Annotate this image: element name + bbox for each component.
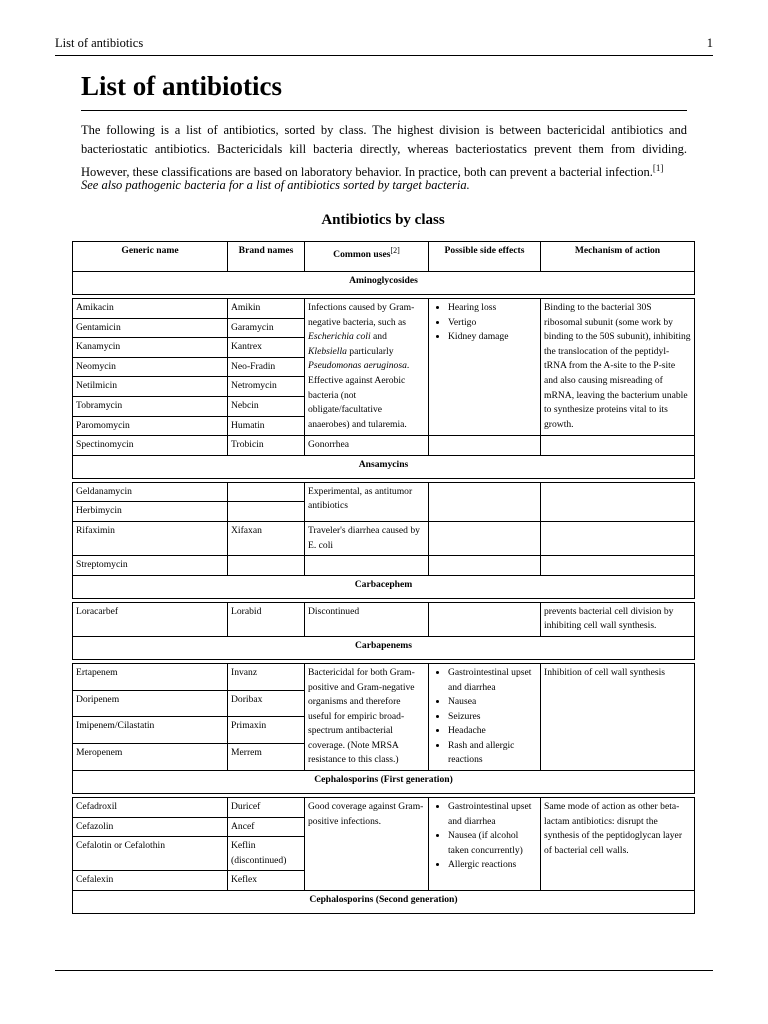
- common-uses-cell: Bactericidal for both Gram-positive and Gram-negative organisms and therefore useful for empiric broad-spectrum antibacterial coverage. (Note MRSA resistance to this class.): [305, 663, 429, 770]
- brand-name-cell: Neo-Fradin: [228, 357, 305, 377]
- group-header-row: [73, 891, 695, 914]
- group-name: Cephalosporins (Second generation): [73, 891, 695, 914]
- uses-text: Infections caused by Gram-negative bacteria, such as: [308, 302, 415, 328]
- brand-name-cell: Netromycin: [228, 377, 305, 397]
- header-common-uses: [305, 242, 429, 272]
- page-title: List of antibiotics: [81, 71, 283, 101]
- brand-name-cell: Merrem: [228, 744, 305, 771]
- intro-text: The following is a list of antibiotics, sorted by class. The highest division is between bactericidal antibiotics and bacteriostatic antibiotics. Bactericidals kill bacteria directly, whereas bacteriostatics prevent them from dividing. However, these classifications are based on laboratory behavior. In practice, both can prevent a bacterial infection.: [81, 123, 687, 180]
- intro-paragraph: [81, 121, 687, 182]
- uses-organism: Klebsiella: [308, 345, 347, 357]
- mechanism-cell: [541, 521, 695, 555]
- side-effect-item: • Headache: [448, 724, 537, 739]
- table-row: [73, 521, 695, 555]
- brand-name-cell: Ancef: [228, 817, 305, 837]
- brand-name-cell: Lorabid: [228, 602, 305, 636]
- side-effects-list: [432, 301, 537, 345]
- side-effect-item: • Seizures: [448, 710, 537, 725]
- brand-name-cell: Kantrex: [228, 338, 305, 358]
- header-brand-names: Brand names: [228, 242, 305, 272]
- brand-name-cell: Garamycin: [228, 318, 305, 338]
- side-effects-cell: [429, 663, 541, 770]
- group-name: Carbapenems: [73, 636, 695, 659]
- brand-name-cell: Keflex: [228, 871, 305, 891]
- side-effect-item: • Nausea (if alcohol taken concurrently): [448, 829, 537, 858]
- brand-name-cell: [228, 482, 305, 502]
- side-effects-cell: [429, 436, 541, 456]
- table-row: [73, 436, 695, 456]
- generic-name-cell: Paromomycin: [73, 416, 228, 436]
- side-effects-list: [432, 666, 537, 768]
- table-row: [73, 602, 695, 636]
- brand-name-cell: Duricef: [228, 798, 305, 818]
- common-uses-cell: [305, 556, 429, 576]
- brand-name-cell: Keflin (discontinued): [228, 837, 305, 871]
- generic-name-cell: Amikacin: [73, 299, 228, 319]
- uses-text: particularly: [346, 345, 394, 357]
- common-uses-cell: Good coverage against Gram-positive infections.: [305, 798, 429, 891]
- group-header-row: [73, 272, 695, 295]
- intro-reference[interactable]: [1]: [652, 163, 664, 173]
- generic-name-cell: Spectinomycin: [73, 436, 228, 456]
- generic-name-cell: Rifaximin: [73, 521, 228, 555]
- side-effect-item: • Rash and allergic reactions: [448, 739, 537, 768]
- running-header-title: List of antibiotics: [55, 36, 144, 50]
- generic-name-cell: Loracarbef: [73, 602, 228, 636]
- generic-name-cell: Imipenem/Cilastatin: [73, 717, 228, 744]
- generic-name-cell: Tobramycin: [73, 396, 228, 416]
- side-effect-item: • Hearing loss: [448, 301, 537, 316]
- group-name: Carbacephem: [73, 575, 695, 598]
- mechanism-cell: [541, 482, 695, 521]
- side-effects-cell: [429, 798, 541, 891]
- brand-name-cell: Primaxin: [228, 717, 305, 744]
- table-row: [73, 482, 695, 502]
- mechanism-cell: Inhibition of cell wall synthesis: [541, 663, 695, 770]
- header-rule: [55, 55, 713, 56]
- group-name: Cephalosporins (First generation): [73, 771, 695, 794]
- brand-name-cell: Amikin: [228, 299, 305, 319]
- generic-name-cell: Netilmicin: [73, 377, 228, 397]
- mechanism-cell: [541, 556, 695, 576]
- header-common-uses-reference[interactable]: [2]: [390, 246, 400, 255]
- side-effects-cell: [429, 482, 541, 521]
- side-effects-list: [432, 800, 537, 873]
- brand-name-cell: Humatin: [228, 416, 305, 436]
- side-effect-item: • Gastrointestinal upset and diarrhea: [448, 666, 537, 695]
- table-row: [73, 663, 695, 690]
- generic-name-cell: Herbimycin: [73, 502, 228, 522]
- table-row: [73, 556, 695, 576]
- table-caption: Antibiotics by class: [321, 212, 445, 228]
- side-effects-cell: [429, 556, 541, 576]
- uses-text: . Effective against Aerobic bacteria (not obligate/facultative anaerobes) and tularemia.: [308, 360, 410, 430]
- side-effect-item: • Gastrointestinal upset and diarrhea: [448, 800, 537, 829]
- brand-name-cell: Trobicin: [228, 436, 305, 456]
- common-uses-cell: Traveler's diarrhea caused by E. coli: [305, 521, 429, 555]
- group-header-row: [73, 455, 695, 478]
- mechanism-cell: prevents bacterial cell division by inhibiting cell wall synthesis.: [541, 602, 695, 636]
- uses-text: and: [370, 331, 387, 343]
- generic-name-cell: Geldanamycin: [73, 482, 228, 502]
- generic-name-cell: Doripenem: [73, 690, 228, 717]
- running-header: [55, 36, 713, 54]
- generic-name-cell: Gentamicin: [73, 318, 228, 338]
- common-uses-cell: [305, 299, 429, 436]
- header-side-effects: Possible side effects: [429, 242, 541, 272]
- side-effects-cell: [429, 521, 541, 555]
- brand-name-cell: [228, 502, 305, 522]
- brand-name-cell: Doribax: [228, 690, 305, 717]
- generic-name-cell: Kanamycin: [73, 338, 228, 358]
- mechanism-cell: Same mode of action as other beta-lactam antibiotics: disrupt the synthesis of the peptidoglycan layer of bacterial cell walls.: [541, 798, 695, 891]
- mechanism-cell: [541, 436, 695, 456]
- common-uses-cell: Discontinued: [305, 602, 429, 636]
- header-common-uses-label: Common uses: [333, 249, 391, 261]
- uses-organism: Escherichia coli: [308, 331, 371, 343]
- mechanism-cell: Binding to the bacterial 30S ribosomal subunit (some work by binding to the 50S subunit), inhibiting the translocation of the peptidyl-tRNA from the A-site to the P-site and also causing misreading of mRNA, leaving the bacterium unable to synthesize proteins vital to its growth.: [541, 299, 695, 436]
- generic-name-cell: Ertapenem: [73, 663, 228, 690]
- brand-name-cell: Nebcin: [228, 396, 305, 416]
- common-uses-cell: Gonorrhea: [305, 436, 429, 456]
- title-rule: [81, 110, 687, 111]
- side-effects-cell: [429, 299, 541, 436]
- side-effect-item: • Allergic reactions: [448, 858, 537, 873]
- group-name: Aminoglycosides: [73, 272, 695, 295]
- page-number: 1: [706, 36, 713, 50]
- table-header-row: [73, 242, 695, 272]
- group-header-row: [73, 636, 695, 659]
- side-effects-cell: [429, 602, 541, 636]
- side-effect-item: • Nausea: [448, 695, 537, 710]
- generic-name-cell: Neomycin: [73, 357, 228, 377]
- generic-name-cell: Streptomycin: [73, 556, 228, 576]
- group-name: Ansamycins: [73, 455, 695, 478]
- side-effect-item: • Vertigo: [448, 316, 537, 331]
- common-uses-cell: Experimental, as antitumor antibiotics: [305, 482, 429, 521]
- header-generic-name: Generic name: [73, 242, 228, 272]
- generic-name-cell: Cefalexin: [73, 871, 228, 891]
- side-effect-item: • Kidney damage: [448, 330, 537, 345]
- uses-organism: Pseudomonas aeruginosa: [308, 360, 407, 372]
- brand-name-cell: [228, 556, 305, 576]
- table-row: [73, 798, 695, 818]
- table-row: [73, 299, 695, 319]
- header-mechanism: Mechanism of action: [541, 242, 695, 272]
- footer-rule: [55, 970, 713, 971]
- generic-name-cell: Meropenem: [73, 744, 228, 771]
- group-header-row: [73, 771, 695, 794]
- generic-name-cell: Cefadroxil: [73, 798, 228, 818]
- generic-name-cell: Cefalotin or Cefalothin: [73, 837, 228, 871]
- brand-name-cell: Xifaxan: [228, 521, 305, 555]
- see-also-note: See also pathogenic bacteria for a list of antibiotics sorted by target bacteria.: [81, 178, 470, 192]
- antibiotics-table: [72, 241, 695, 914]
- group-header-row: [73, 575, 695, 598]
- brand-name-cell: Invanz: [228, 663, 305, 690]
- generic-name-cell: Cefazolin: [73, 817, 228, 837]
